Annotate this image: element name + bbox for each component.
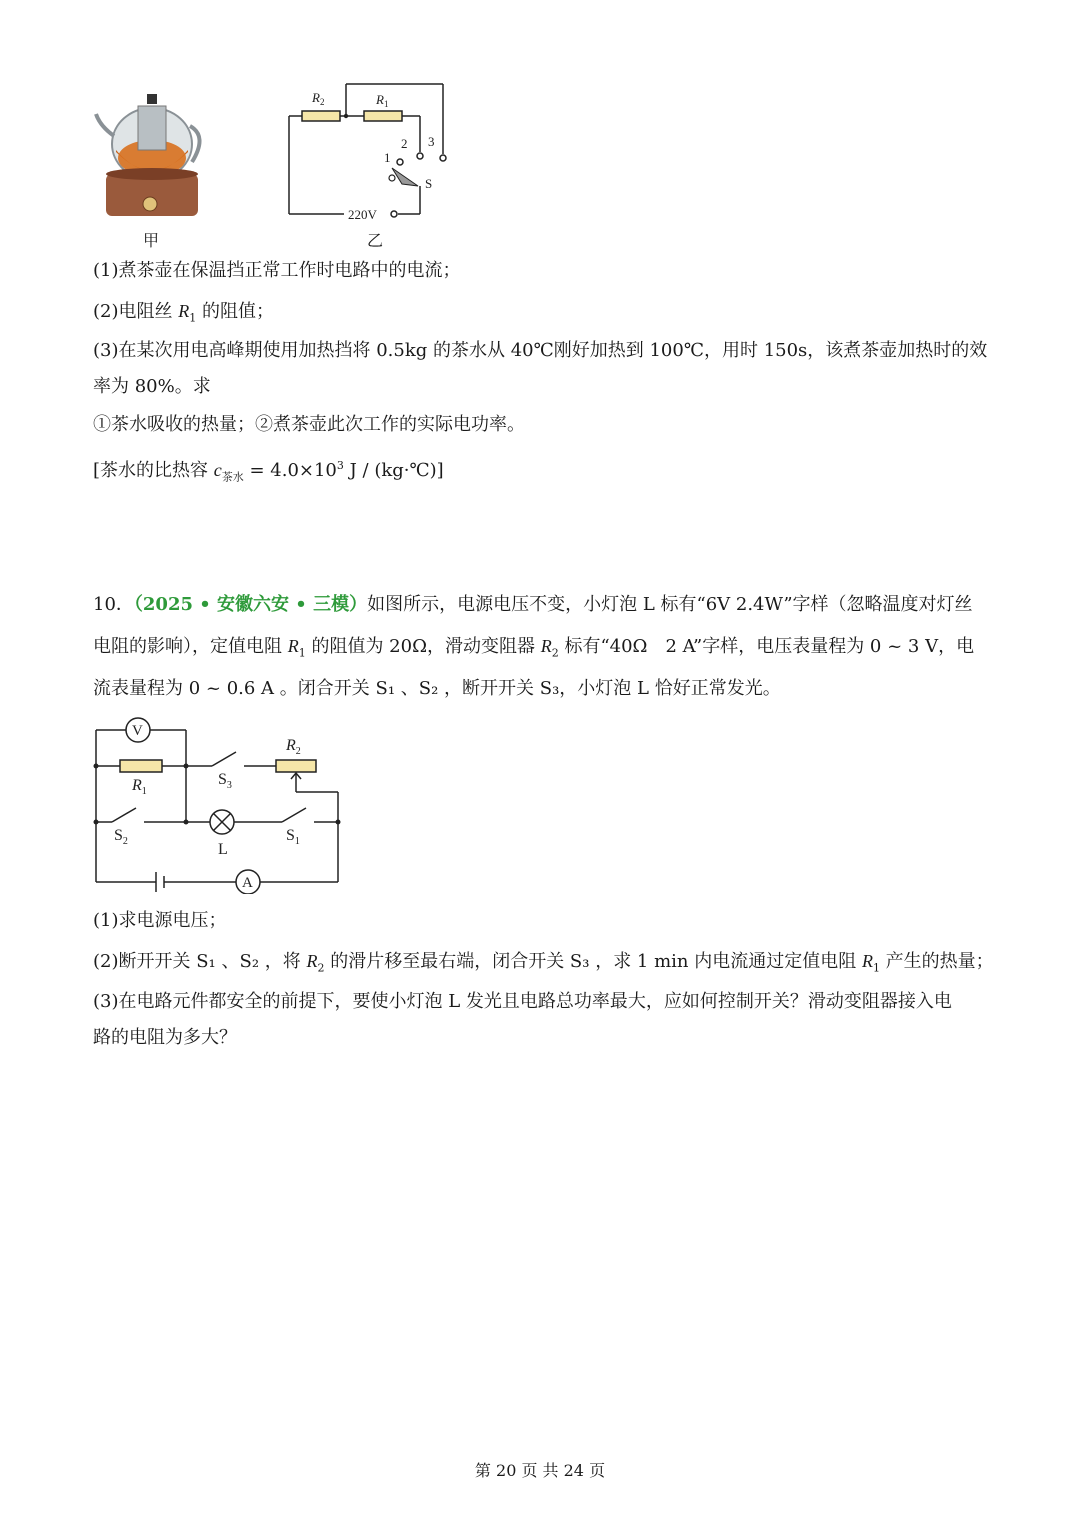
q10-circuit-diagram (86, 712, 350, 894)
q10-part3-line2: 路的电阻为多大？ (93, 1027, 237, 1048)
q10-part1: (1)求电源电压； (93, 910, 227, 931)
q10-part2: (2)断开开关 S₁ 、S₂ ，将 $R_2$ 的滑片移至最右端，闭合开关 S₃ ，求 1 min 内电流通过定值电阻 $R_1$ 产生的热量； (93, 951, 994, 975)
svg-text:A: A (242, 875, 253, 891)
page-footer: 第 20 页 共 24 页 (474, 1461, 606, 1480)
q10-source-tag: （2025 • 安徽六安 • 三模） (133, 594, 368, 615)
figure-caption-jia: 甲 (143, 231, 160, 250)
q9-part3-line3: ①茶水吸收的热量；②煮茶壶此次工作的实际电功率。 (93, 414, 525, 435)
svg-text:S: S (425, 176, 433, 191)
q9-part1: (1)煮茶壶在保温挡正常工作时电路中的电流； (93, 260, 461, 281)
q9-part3-line1: (3)在某次用电高峰期使用加热挡将 0.5kg 的茶水从 40℃刚好加热到 100℃，用时 150s，该煮茶壶加热时的效 (93, 340, 988, 361)
tea-kettle-image (92, 92, 212, 222)
q9-part2: (2)电阻丝 $R_1$ 的阻值； (93, 301, 274, 325)
svg-text:R2: $R_2$ (286, 737, 301, 757)
circuit-diagram-yi (282, 80, 462, 230)
svg-text:V: V (132, 723, 143, 739)
svg-text:R1: $R_1$ (376, 92, 389, 109)
svg-text:L: L (218, 841, 228, 858)
q10-stem-line3: 流表量程为 0 ~ 0.6 A 。闭合开关 S₁ 、S₂ ，断开开关 S₃，小灯泡 L 恰好正常发光。 (93, 678, 781, 699)
q10-stem-line1: 10．（2025 • 安徽六安 • 三模）如图所示，电源电压不变，小灯泡 L 标有“6V 2.4W”字样（忽略温度对灯丝 (93, 594, 973, 615)
svg-text:S2: $S_2$ (114, 827, 128, 847)
svg-text:3: 3 (428, 134, 435, 149)
svg-text:2: 2 (401, 136, 408, 151)
svg-text:S1: $S_1$ (286, 827, 300, 847)
svg-text:S3: $S_3$ (218, 771, 232, 791)
svg-text:R1: $R_1$ (132, 777, 147, 797)
q9-specific-heat: [茶水的比热容 $c_{茶水} = 4.0\times 10^3$ J / (kg·℃)] (93, 459, 444, 484)
figure-caption-yi: 乙 (367, 231, 384, 250)
q10-part3-line1: (3)在电路元件都安全的前提下，要使小灯泡 L 发光且电路总功率最大，应如何控制开关？滑动变阻器接入电 (93, 991, 952, 1012)
q9-part3-line2: 率为 80%。求 (93, 376, 211, 397)
svg-text:1: 1 (384, 150, 391, 165)
svg-text:R2: $R_2$ (312, 90, 325, 107)
q10-stem-line2: 电阻的影响），定值电阻 $R_1$ 的阻值为 20Ω，滑动变阻器 $R_2$ 标有“40Ω 2 A”字样，电压表量程为 0 ~ 3 V，电 (93, 636, 975, 660)
svg-text:220V: 220V (348, 207, 377, 222)
